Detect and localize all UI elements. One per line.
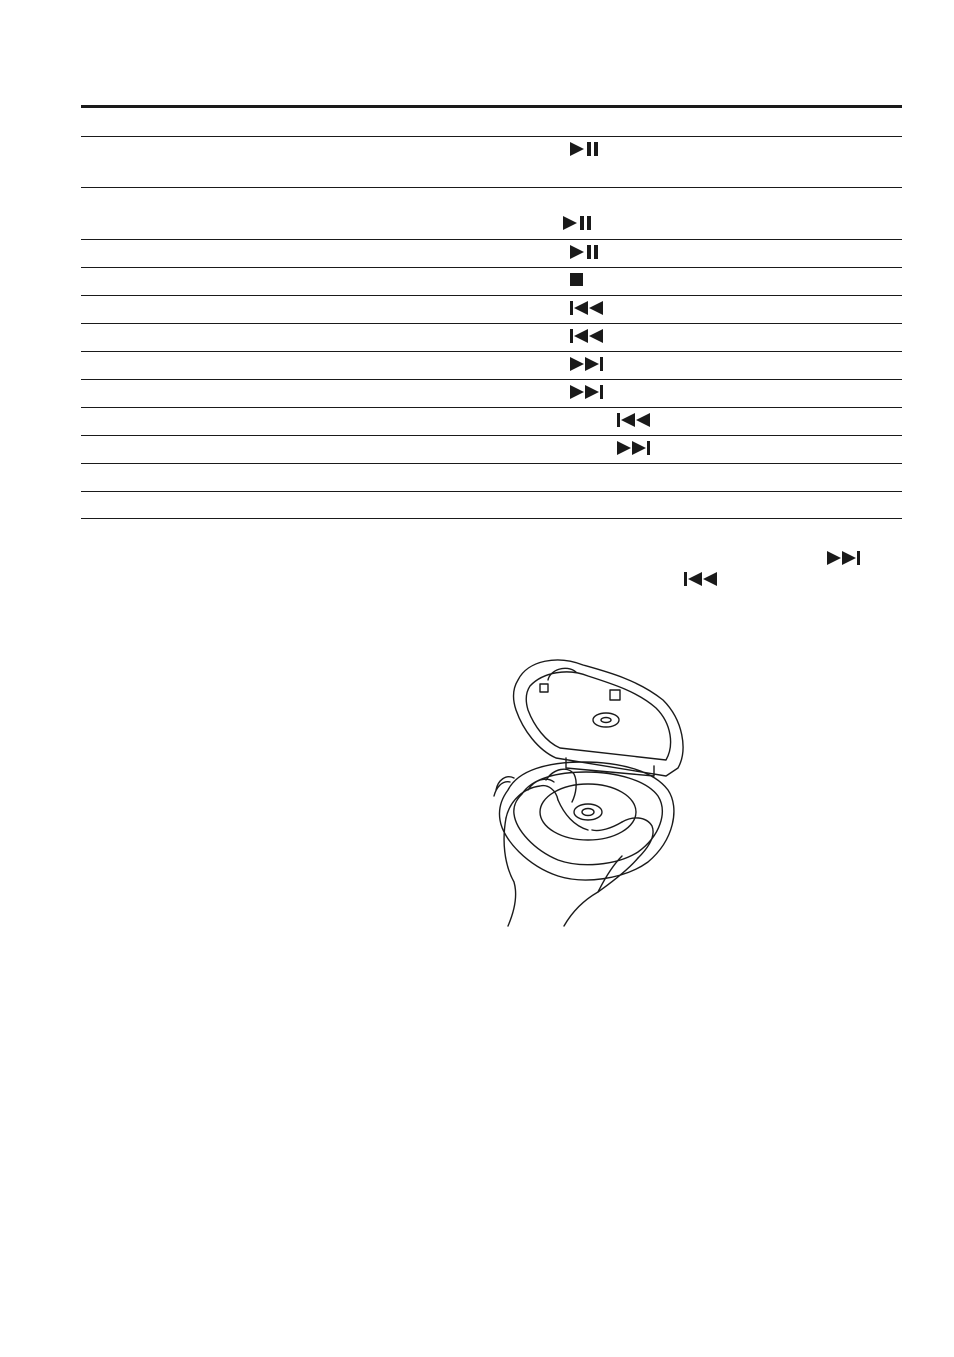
previous-track-icon (570, 301, 604, 315)
table-row-divider (81, 379, 902, 380)
play-pause-icon (570, 245, 600, 259)
table-row-divider (81, 295, 902, 296)
next-track-icon (570, 357, 604, 371)
table-top-rule (81, 105, 902, 108)
table-row-divider (81, 463, 902, 464)
play-pause-icon (563, 216, 593, 230)
next-track-icon (827, 551, 861, 570)
table-row-divider (81, 351, 902, 352)
table-row-divider (81, 407, 902, 408)
previous-track-icon (684, 572, 718, 591)
table-header-rule (81, 136, 902, 137)
next-track-icon (617, 441, 651, 455)
table-row-divider (81, 323, 902, 324)
table-row-divider (81, 491, 902, 492)
table-row-divider (81, 435, 902, 436)
table-row-divider (81, 239, 902, 240)
table-row-divider (81, 187, 902, 188)
play-pause-icon (570, 142, 600, 156)
table-bottom-rule (81, 518, 902, 519)
stop-icon (570, 273, 584, 287)
previous-track-icon (570, 329, 604, 343)
cd-removal-illustration (488, 650, 703, 930)
previous-track-icon (617, 413, 651, 427)
table-row-divider (81, 267, 902, 268)
next-track-icon (570, 385, 604, 399)
